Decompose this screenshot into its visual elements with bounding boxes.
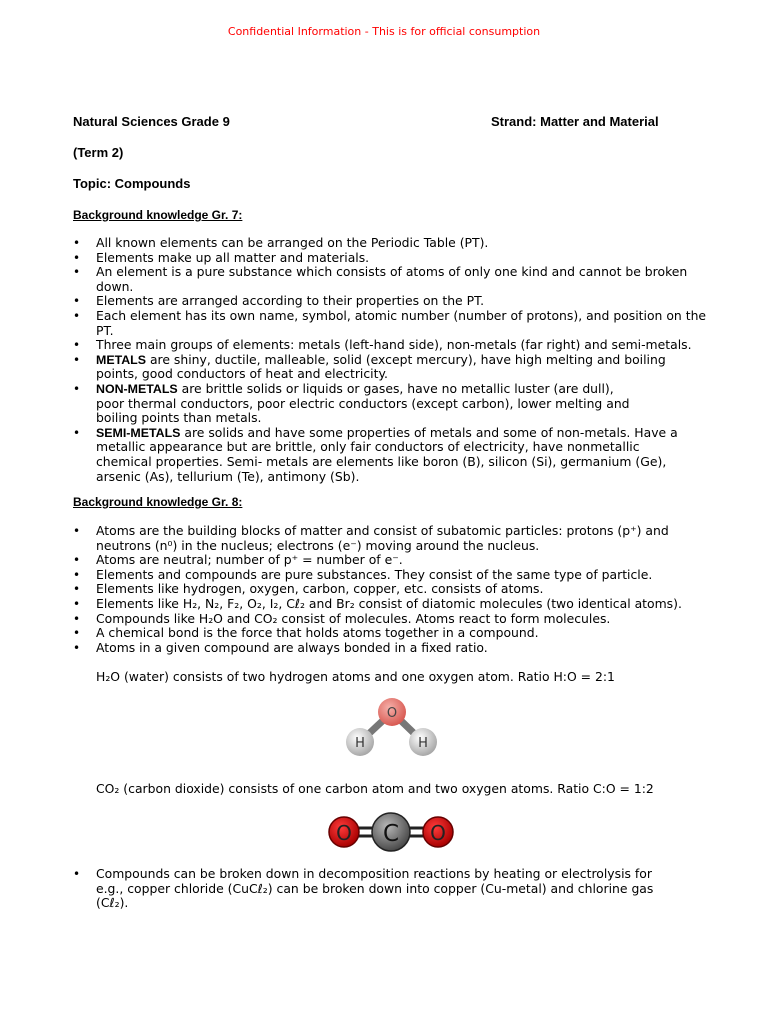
bullet-text: Atoms in a given compound are always bonded in a fixed ratio. <box>96 639 488 655</box>
strand-label: Strand: Matter and Material <box>491 114 659 129</box>
bullet-text: Compounds can be broken down in decomposition reactions by heating or electrolysis for <box>96 866 652 881</box>
bullet-text: A chemical bond is the force that holds atoms together in a compound. <box>96 625 539 641</box>
co2-oxygen-label-right: O <box>430 821 446 845</box>
bullet-item <box>73 641 738 656</box>
bullet-text: PT. <box>96 322 114 338</box>
co2-caption: CO₂ (carbon dioxide) consists of one carbon atom and two oxygen atoms. Ratio C:O = 1:2 <box>96 781 654 796</box>
bullet-text: chemical properties. Semi- metals are elements like boron (B), silicon (Si), germanium (Ge), <box>96 453 667 469</box>
bullet-text: are shiny, ductile, malleable, solid (except mercury), have high melting and boiling <box>146 351 666 367</box>
bullet-item <box>73 353 738 382</box>
bullet-text: e.g., copper chloride (CuCℓ₂) can be broken down into copper (Cu-metal) and chlorine gas <box>96 880 654 896</box>
bullet-text: metallic appearance but are brittle, only fair conductors of electricity, have nonmetallic <box>96 439 640 455</box>
term-label: (Term 2) <box>73 145 124 160</box>
co2-molecule-diagram <box>326 810 456 854</box>
bullet-text: Three main groups of elements: metals (left-hand side), non-metals (far right) and semi-metals. <box>96 337 692 353</box>
bullet-item <box>73 553 738 568</box>
bullet-text: boiling points than metals. <box>96 410 262 426</box>
bullet-text: Elements make up all matter and materials. <box>96 249 370 265</box>
bullet-text: neutrons (n⁰) in the nucleus; electrons (e⁻) moving around the nucleus. <box>96 537 540 553</box>
bullet-item <box>73 382 738 426</box>
bullet-text: poor thermal conductors, poor electric conductors (except carbon), lower melting and <box>96 395 630 411</box>
water-molecule-diagram <box>340 696 444 760</box>
bullet-text: are solids and have some properties of metals and some of non-metals. Have a <box>180 424 678 440</box>
bullet-item <box>73 524 738 553</box>
gr7-bullet-list <box>73 236 738 484</box>
bullet-text: Elements like hydrogen, oxygen, carbon, copper, etc. consists of atoms. <box>96 581 544 597</box>
co2-oxygen-label-left: O <box>336 821 352 845</box>
section-gr7-heading: Background knowledge Gr. 7: <box>73 208 243 222</box>
bullet-text: Each element has its own name, symbol, atomic number (number of protons), and position on the <box>96 307 707 323</box>
bullet-item <box>73 265 738 294</box>
bullet-text: Atoms are the building blocks of matter and consist of subatomic particles: protons (p⁺) and <box>96 523 669 538</box>
bullet-item <box>73 597 738 612</box>
co2-carbon-label: C <box>382 821 400 847</box>
bullet-item <box>73 426 738 484</box>
bullet-item <box>73 309 738 338</box>
confidential-notice: Confidential Information - This is for official consumption <box>227 25 541 38</box>
water-caption: H₂O (water) consists of two hydrogen atoms and one oxygen atom. Ratio H:O = 2:1 <box>96 669 615 684</box>
water-hydrogen-label-left: H <box>355 736 365 751</box>
document-title: Natural Sciences Grade 9 <box>73 114 230 129</box>
bullet-term: METALS <box>96 352 147 367</box>
bullet-text: are brittle solids or liquids or gases, have no metallic luster (are dull), <box>177 380 614 396</box>
bullet-item <box>73 338 738 353</box>
bullet-item <box>73 568 738 583</box>
bullet-text: Atoms are neutral; number of p⁺ = number of e⁻. <box>96 552 403 568</box>
topic-label: Topic: Compounds <box>73 176 191 191</box>
bullet-text: Elements are arranged according to their properties on the PT. <box>96 293 485 309</box>
bullet-item <box>73 251 738 266</box>
bullet-text: (Cℓ₂). <box>96 895 129 911</box>
bullet-text: Elements like H₂, N₂, F₂, O₂, I₂, Cℓ₂ and Br₂ consist of diatomic molecules (two identical atoms). <box>96 595 682 611</box>
water-oxygen-label: O <box>386 706 398 721</box>
bullet-item <box>73 582 738 597</box>
water-hydrogen-label-right: H <box>418 736 428 751</box>
bullet-item <box>73 236 738 251</box>
bullet-item <box>73 867 738 911</box>
bullet-text: points, good conductors of heat and electricity. <box>96 366 388 382</box>
section-gr8-heading: Background knowledge Gr. 8: <box>73 495 243 509</box>
bullet-item <box>73 626 738 641</box>
gr8-bullet-list <box>73 524 738 655</box>
bullet-text: Elements and compounds are pure substances. They consist of the same type of particle. <box>96 566 653 582</box>
bullet-text: An element is a pure substance which consists of atoms of only one kind and cannot be broken <box>96 264 688 280</box>
bullet-term: NON-METALS <box>96 381 178 396</box>
bullet-item <box>73 294 738 309</box>
bullet-text: arsenic (As), tellurium (Te), antimony (Sb). <box>96 468 360 484</box>
bullet-text: All known elements can be arranged on the Periodic Table (PT). <box>96 235 489 250</box>
bullet-term: SEMI-METALS <box>96 425 181 440</box>
bullet-text: down. <box>96 278 134 294</box>
decomposition-bullet-list <box>73 867 738 911</box>
bullet-item <box>73 612 738 627</box>
bullet-text: Compounds like H₂O and CO₂ consist of molecules. Atoms react to form molecules. <box>96 610 611 626</box>
